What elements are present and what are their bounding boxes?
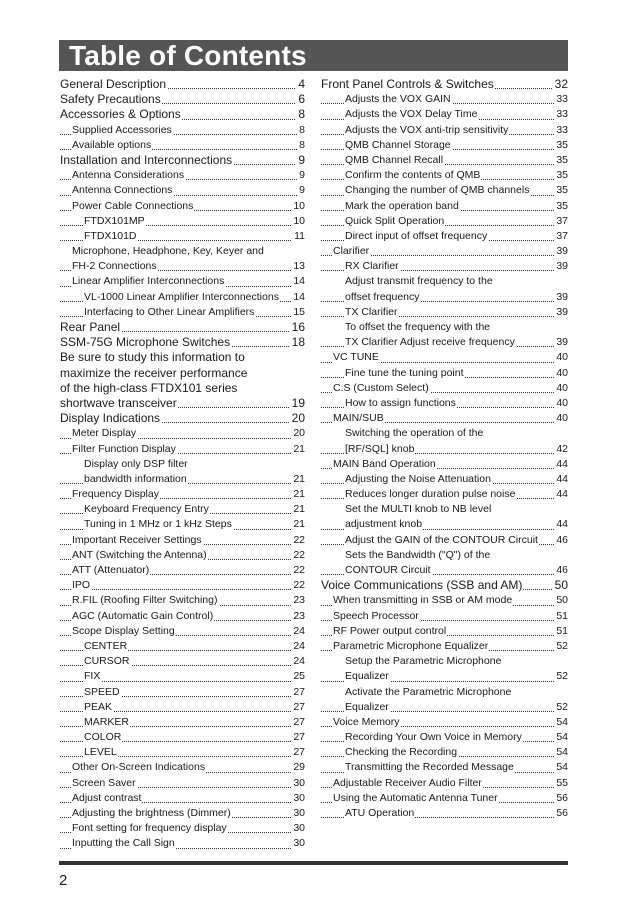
toc-entry-title: PEAK bbox=[84, 700, 113, 713]
toc-entry[interactable] bbox=[321, 487, 568, 502]
toc-entry-title: ATT (Attenuator) bbox=[72, 564, 150, 576]
toc-entry-title: Installation and Interconnections bbox=[60, 152, 233, 167]
toc-entry[interactable] bbox=[321, 442, 568, 457]
toc-entry-title: Adjust contrast bbox=[72, 791, 142, 804]
toc-entry[interactable] bbox=[60, 533, 305, 548]
toc-entry-page: 18 bbox=[291, 335, 305, 350]
toc-entry-title: RX Clarifier bbox=[345, 260, 399, 273]
toc-entry-page: 30 bbox=[291, 806, 305, 821]
toc-entry-title: Equalizer bbox=[345, 670, 389, 683]
toc-entry-page: 30 bbox=[291, 821, 305, 836]
toc-entry-title: Quick Split Operation bbox=[345, 214, 445, 227]
toc-entry-title: Adjusts the VOX anti-trip sensitivity bbox=[345, 123, 509, 136]
toc-entry-title: When transmitting in SSB or AM mode bbox=[333, 594, 513, 607]
toc-entry-page: 13 bbox=[291, 259, 305, 274]
toc-entry-page: 35 bbox=[554, 199, 568, 214]
toc-entry-title: offset frequency bbox=[345, 290, 420, 303]
toc-entry-title: Reduces longer duration pulse noise bbox=[345, 488, 516, 501]
toc-entry-title: Checking the Recording bbox=[345, 746, 458, 759]
toc-entry-title: To offset the frequency with the bbox=[345, 321, 491, 333]
toc-entry[interactable] bbox=[321, 305, 568, 320]
toc-entry-page: 8 bbox=[297, 123, 305, 138]
toc-entry[interactable] bbox=[60, 244, 305, 259]
toc-entry-page: 54 bbox=[554, 760, 568, 775]
toc-entry[interactable] bbox=[60, 806, 305, 821]
toc-entry-page: 44 bbox=[554, 457, 568, 472]
toc-entry-page: 39 bbox=[554, 290, 568, 305]
toc-entry[interactable] bbox=[60, 426, 305, 441]
toc-entry[interactable] bbox=[321, 715, 568, 730]
toc-entry[interactable] bbox=[60, 229, 305, 244]
toc-entry-title: Recording Your Own Voice in Memory bbox=[345, 731, 522, 744]
toc-entry[interactable] bbox=[321, 138, 568, 153]
toc-entry-title: C.S (Custom Select) bbox=[333, 381, 429, 394]
toc-entry-title: CENTER bbox=[84, 639, 128, 652]
toc-entry[interactable] bbox=[321, 578, 568, 593]
toc-entry-title: Screen Saver bbox=[72, 776, 136, 789]
toc-entry[interactable] bbox=[321, 366, 568, 381]
toc-entry-page: 46 bbox=[554, 533, 568, 548]
toc-entry-page: 44 bbox=[554, 517, 568, 532]
toc-entry-title: LEVEL bbox=[84, 746, 117, 759]
toc-entry-page: 56 bbox=[554, 806, 568, 821]
toc-entry-title: COLOR bbox=[84, 731, 122, 744]
toc-entry-title: Display Indications bbox=[60, 411, 161, 426]
toc-entry-page: 4 bbox=[298, 77, 305, 91]
toc-entry-page: 35 bbox=[554, 153, 568, 168]
toc-entry-title: IPO bbox=[72, 579, 91, 592]
toc-entry[interactable] bbox=[321, 335, 568, 350]
toc-entry-title: Power Cable Connections bbox=[72, 199, 194, 212]
toc-entry-title: Direct input of offset frequency bbox=[345, 229, 488, 242]
toc-entry-page: 19 bbox=[291, 395, 305, 410]
toc-entry-title: SPEED bbox=[84, 685, 120, 698]
toc-entry-page: 9 bbox=[297, 183, 305, 198]
toc-entry-title: Adjusts the VOX GAIN bbox=[345, 93, 451, 106]
toc-entry-title: Available options bbox=[72, 138, 152, 151]
toc-entry[interactable] bbox=[321, 350, 568, 365]
toc-entry-page: 15 bbox=[291, 305, 305, 320]
toc-entry-title: MAIN Band Operation bbox=[333, 457, 436, 470]
toc-entry-page: 27 bbox=[291, 700, 305, 715]
toc-entry-page: 40 bbox=[554, 411, 568, 426]
toc-entry[interactable] bbox=[60, 700, 305, 715]
page-title: Table of Contents bbox=[59, 40, 568, 71]
toc-entry-page: 39 bbox=[554, 259, 568, 274]
toc-entry[interactable] bbox=[321, 745, 568, 760]
toc-entry-page: 24 bbox=[291, 639, 305, 654]
toc-entry-page: 33 bbox=[554, 92, 568, 107]
toc-entry-page: 44 bbox=[554, 472, 568, 487]
toc-entry-page: 21 bbox=[291, 517, 305, 532]
toc-entry[interactable] bbox=[321, 624, 568, 639]
toc-entry-page: 55 bbox=[554, 776, 568, 791]
toc-entry-title: Clarifier bbox=[333, 245, 370, 258]
toc-entry-title: Accessories & Options bbox=[60, 107, 181, 122]
toc-entry-title: General Description bbox=[60, 77, 167, 91]
toc-entry-title: Changing the number of QMB channels bbox=[345, 184, 530, 197]
toc-entry[interactable] bbox=[60, 578, 305, 593]
toc-entry-page: 23 bbox=[291, 593, 305, 608]
toc-entry-page: 21 bbox=[291, 502, 305, 517]
toc-entry-title: Voice Communications (SSB and AM) bbox=[321, 578, 523, 593]
toc-entry[interactable] bbox=[321, 396, 568, 411]
toc-entry-title: Display only DSP filter bbox=[84, 457, 188, 470]
toc-entry-page: 27 bbox=[291, 730, 305, 745]
toc-entry-title: Using the Automatic Antenna Tuner bbox=[333, 791, 498, 804]
toc-entry[interactable] bbox=[321, 168, 568, 183]
toc-entry[interactable] bbox=[60, 745, 305, 760]
toc-entry-title: Font setting for frequency display bbox=[72, 822, 227, 835]
toc-entry-title: RF Power output control bbox=[333, 624, 447, 637]
toc-entry-page: 25 bbox=[291, 669, 305, 684]
toc-entry-page: 6 bbox=[298, 92, 305, 107]
toc-entry-title: Sets the Bandwidth ("Q") of the bbox=[345, 548, 491, 561]
toc-entry[interactable] bbox=[321, 274, 568, 289]
toc-entry-page: 39 bbox=[554, 244, 568, 259]
toc-entry-title: Important Receiver Settings bbox=[72, 533, 202, 546]
toc-entry[interactable] bbox=[321, 563, 568, 578]
toc-entry-page: 22 bbox=[291, 533, 305, 548]
toc-entry[interactable] bbox=[321, 107, 568, 122]
toc-entry[interactable] bbox=[321, 593, 568, 608]
toc-entry[interactable] bbox=[321, 654, 568, 669]
toc-entry-page: 24 bbox=[291, 654, 305, 669]
toc-entry-page: 14 bbox=[291, 274, 305, 289]
toc-entry-title: Rear Panel bbox=[60, 320, 121, 334]
toc-entry[interactable] bbox=[60, 776, 305, 791]
toc-entry-page: 39 bbox=[554, 305, 568, 320]
toc-entry[interactable] bbox=[321, 457, 568, 472]
toc-entry-title: How to assign functions bbox=[345, 396, 456, 409]
bottom-divider bbox=[59, 861, 568, 865]
toc-entry-title: bandwidth information bbox=[84, 472, 187, 485]
toc-entry-page: 8 bbox=[298, 107, 305, 122]
toc-entry-page: 30 bbox=[291, 791, 305, 806]
toc-entry-page: 35 bbox=[554, 183, 568, 198]
toc-left-column bbox=[60, 77, 305, 852]
toc-entry-page: 37 bbox=[554, 229, 568, 244]
toc-entry-page: 52 bbox=[554, 700, 568, 715]
toc-entry-title: CONTOUR Circuit bbox=[345, 564, 431, 576]
toc-entry[interactable] bbox=[60, 411, 305, 426]
toc-entry-title: MAIN/SUB bbox=[333, 412, 384, 425]
toc-entry-title: of the high-class FTDX101 series bbox=[60, 380, 238, 395]
toc-entry[interactable] bbox=[321, 472, 568, 487]
toc-entry-title: Adjustable Receiver Audio Filter bbox=[333, 776, 482, 789]
toc-entry-page: 22 bbox=[291, 578, 305, 593]
toc-entry[interactable] bbox=[60, 654, 305, 669]
toc-entry-title: Adjust transmit frequency to the bbox=[345, 275, 493, 288]
toc-entry-title: Frequency Display bbox=[72, 488, 159, 501]
toc-entry[interactable] bbox=[321, 730, 568, 745]
toc-entry-page: 32 bbox=[554, 77, 568, 91]
toc-entry[interactable] bbox=[60, 77, 305, 92]
toc-entry-page: 11 bbox=[292, 229, 305, 244]
toc-entry-title: ATU Operation bbox=[345, 807, 415, 819]
toc-entry-page: 27 bbox=[291, 685, 305, 700]
toc-entry[interactable] bbox=[321, 92, 568, 107]
toc-entry[interactable] bbox=[321, 776, 568, 791]
toc-entry-title: Be sure to study this information to bbox=[60, 350, 245, 365]
toc-entry-page: 10 bbox=[291, 199, 305, 214]
toc-entry[interactable] bbox=[60, 609, 305, 624]
toc-right-column bbox=[321, 77, 568, 821]
toc-entry-page: 22 bbox=[291, 548, 305, 563]
toc-entry[interactable] bbox=[321, 77, 568, 92]
toc-entry-title: Fine tune the tuning point bbox=[345, 366, 464, 379]
toc-entry[interactable] bbox=[321, 791, 568, 806]
toc-entry[interactable] bbox=[60, 639, 305, 654]
toc-entry-page: 33 bbox=[554, 107, 568, 122]
toc-entry-page: 16 bbox=[291, 320, 305, 334]
toc-entry-title: FTDX101MP bbox=[84, 214, 145, 227]
toc-entry[interactable] bbox=[60, 199, 305, 214]
toc-entry-page: 22 bbox=[291, 563, 305, 578]
toc-entry-title: Activate the Parametric Microphone bbox=[345, 685, 512, 698]
toc-entry-page: 14 bbox=[291, 290, 305, 305]
toc-entry[interactable] bbox=[60, 593, 305, 608]
toc-entry-title: Confirm the contents of QMB bbox=[345, 169, 481, 182]
toc-entry[interactable] bbox=[60, 153, 305, 168]
toc-entry-title: Front Panel Controls & Switches bbox=[321, 77, 494, 91]
toc-entry-page: 30 bbox=[291, 836, 305, 851]
toc-entry-title: VC TUNE bbox=[333, 351, 379, 364]
toc-entry[interactable] bbox=[60, 563, 305, 578]
toc-entry[interactable] bbox=[321, 639, 568, 654]
toc-entry-title: Adjust the GAIN of the CONTOUR Circuit bbox=[345, 533, 538, 546]
toc-entry[interactable] bbox=[60, 685, 305, 700]
toc-entry-title: Meter Display bbox=[72, 427, 137, 440]
toc-entry[interactable] bbox=[60, 457, 305, 472]
toc-entry-page: 20 bbox=[291, 426, 305, 441]
toc-entry-page: 51 bbox=[554, 624, 568, 639]
toc-entry-title: Keyboard Frequency Entry bbox=[84, 503, 209, 516]
toc-entry-page: 39 bbox=[554, 335, 568, 350]
toc-entry-page: 54 bbox=[554, 715, 568, 730]
toc-entry[interactable] bbox=[321, 290, 568, 305]
toc-entry-title: FIX bbox=[84, 670, 101, 683]
toc-entry-page: 21 bbox=[291, 472, 305, 487]
toc-entry[interactable] bbox=[321, 153, 568, 168]
toc-entry-page: 24 bbox=[291, 624, 305, 639]
toc-entry[interactable] bbox=[60, 836, 305, 851]
toc-entry[interactable] bbox=[60, 442, 305, 457]
toc-entry-page: 27 bbox=[291, 745, 305, 760]
toc-entry-title: Voice Memory bbox=[333, 715, 400, 728]
toc-entry[interactable] bbox=[321, 548, 568, 563]
toc-entry[interactable] bbox=[321, 426, 568, 441]
toc-entry-page: 8 bbox=[297, 138, 305, 153]
toc-entry[interactable] bbox=[60, 472, 305, 487]
toc-entry[interactable] bbox=[321, 502, 568, 517]
toc-entry-page: 9 bbox=[297, 168, 305, 183]
dot-leader bbox=[60, 589, 305, 590]
toc-entry[interactable] bbox=[60, 487, 305, 502]
toc-entry[interactable] bbox=[321, 214, 568, 229]
toc-entry-title: Setup the Parametric Microphone bbox=[345, 655, 502, 668]
toc-entry-page: 54 bbox=[554, 745, 568, 760]
toc-entry-page: 46 bbox=[554, 563, 568, 578]
toc-entry-title: adjustment knob bbox=[345, 518, 423, 531]
toc-entry-title: Parametric Microphone Equalizer bbox=[333, 639, 489, 652]
toc-entry[interactable] bbox=[60, 107, 305, 122]
toc-entry[interactable] bbox=[321, 760, 568, 775]
toc-entry[interactable] bbox=[60, 760, 305, 775]
toc-entry[interactable] bbox=[321, 533, 568, 548]
toc-entry-title: TX Clarifier Adjust receive frequency bbox=[345, 336, 515, 349]
toc-entry[interactable] bbox=[321, 123, 568, 138]
toc-entry[interactable] bbox=[60, 138, 305, 153]
toc-entry-title: Other On-Screen Indications bbox=[72, 761, 206, 774]
toc-entry-title: CURSOR bbox=[84, 655, 130, 668]
toc-entry-title: R.FIL (Roofing Filter Switching) bbox=[72, 594, 218, 607]
toc-entry-page: 30 bbox=[291, 776, 305, 791]
toc-entry-title: Safety Precautions bbox=[60, 92, 161, 107]
toc-entry-title: ANT (Switching the Antenna) bbox=[72, 548, 207, 561]
toc-entry[interactable] bbox=[60, 548, 305, 563]
toc-entry-title: Speech Processor bbox=[333, 609, 419, 622]
toc-entry-title: AGC (Automatic Gain Control) bbox=[72, 609, 214, 622]
toc-entry[interactable] bbox=[60, 320, 305, 335]
toc-entry[interactable] bbox=[60, 305, 305, 320]
toc-entry[interactable] bbox=[321, 517, 568, 532]
toc-entry-title: VL-1000 Linear Amplifier Interconnections bbox=[84, 290, 279, 303]
toc-entry[interactable] bbox=[321, 806, 568, 821]
toc-entry-title: Scope Display Setting bbox=[72, 624, 175, 637]
toc-entry[interactable] bbox=[60, 274, 305, 289]
toc-entry-page: 33 bbox=[554, 123, 568, 138]
toc-entry-title: Antenna Connections bbox=[72, 184, 173, 197]
toc-entry[interactable] bbox=[60, 821, 305, 836]
toc-entry-page: 52 bbox=[554, 669, 568, 684]
toc-entry-page: 42 bbox=[554, 442, 568, 457]
toc-entry[interactable] bbox=[321, 259, 568, 274]
toc-entry[interactable] bbox=[60, 669, 305, 684]
toc-entry[interactable] bbox=[60, 259, 305, 274]
toc-entry[interactable] bbox=[60, 335, 305, 350]
toc-entry-page: 51 bbox=[554, 609, 568, 624]
toc-entry-page: 40 bbox=[554, 366, 568, 381]
toc-entry[interactable] bbox=[60, 92, 305, 107]
toc-entry-title: Microphone, Headphone, Key, Keyer and bbox=[72, 245, 264, 258]
toc-entry[interactable] bbox=[321, 320, 568, 335]
toc-entry-title: QMB Channel Recall bbox=[345, 153, 444, 166]
toc-entry-title: Transmitting the Recorded Message bbox=[345, 761, 514, 774]
toc-entry[interactable] bbox=[321, 685, 568, 700]
toc-entry-title: Mark the operation band bbox=[345, 199, 459, 212]
toc-entry-title: Interfacing to Other Linear Amplifiers bbox=[84, 305, 255, 318]
toc-entry-title: FTDX101D bbox=[84, 229, 137, 242]
toc-entry[interactable] bbox=[60, 381, 305, 396]
toc-entry[interactable] bbox=[60, 366, 305, 381]
toc-entry[interactable] bbox=[60, 624, 305, 639]
toc-entry-title: TX Clarifier bbox=[345, 305, 398, 318]
toc-entry-title: Supplied Accessories bbox=[72, 123, 172, 136]
toc-entry-title: Antenna Considerations bbox=[72, 169, 185, 182]
toc-entry-page: 50 bbox=[554, 578, 568, 593]
toc-entry-title: Adjusting the brightness (Dimmer) bbox=[72, 807, 231, 819]
toc-entry-page: 23 bbox=[291, 609, 305, 624]
toc-entry-title: maximize the receiver performance bbox=[60, 365, 248, 380]
toc-entry-page: 27 bbox=[291, 715, 305, 730]
toc-entry-title: Tuning in 1 MHz or 1 kHz Steps bbox=[84, 518, 232, 531]
toc-entry-page: 29 bbox=[291, 760, 305, 775]
toc-entry[interactable] bbox=[60, 123, 305, 138]
toc-entry[interactable] bbox=[321, 199, 568, 214]
toc-entry[interactable] bbox=[60, 502, 305, 517]
toc-entry-page: 40 bbox=[554, 381, 568, 396]
toc-entry[interactable] bbox=[321, 183, 568, 198]
toc-entry-page: 10 bbox=[291, 214, 305, 229]
toc-entry-title: shortwave transceiver bbox=[60, 395, 177, 410]
toc-entry-page: 21 bbox=[291, 442, 305, 457]
toc-entry[interactable] bbox=[60, 791, 305, 806]
toc-entry[interactable] bbox=[60, 290, 305, 305]
toc-entry-title: MARKER bbox=[84, 715, 129, 728]
toc-entry-title: Set the MULTI knob to NB level bbox=[345, 503, 492, 516]
toc-entry[interactable] bbox=[321, 609, 568, 624]
toc-entry-title: Linear Amplifier Interconnections bbox=[72, 275, 225, 288]
toc-entry-title: SSM-75G Microphone Switches bbox=[60, 335, 231, 350]
toc-entry-page: 37 bbox=[554, 214, 568, 229]
toc-entry[interactable] bbox=[60, 183, 305, 198]
page-number: 2 bbox=[59, 872, 68, 889]
toc-entry[interactable] bbox=[321, 669, 568, 684]
toc-entry[interactable] bbox=[321, 411, 568, 426]
toc-entry-title: FH-2 Connections bbox=[72, 260, 157, 273]
toc-entry-title: [RF/SQL] knob bbox=[345, 442, 415, 455]
toc-entry-page: 40 bbox=[554, 396, 568, 411]
toc-entry-page: 52 bbox=[554, 639, 568, 654]
toc-entry[interactable] bbox=[60, 396, 305, 411]
toc-entry[interactable] bbox=[60, 168, 305, 183]
toc-entry[interactable] bbox=[60, 350, 305, 365]
toc-entry-page: 35 bbox=[554, 138, 568, 153]
toc-entry[interactable] bbox=[321, 244, 568, 259]
toc-entry-page: 21 bbox=[291, 487, 305, 502]
toc-entry-title: Switching the operation of the bbox=[345, 427, 484, 440]
toc-entry-title: Adjusts the VOX Delay Time bbox=[345, 108, 478, 121]
toc-entry[interactable] bbox=[321, 700, 568, 715]
toc-entry-page: 20 bbox=[291, 411, 305, 426]
toc-entry-title: Inputting the Call Sign bbox=[72, 837, 175, 850]
toc-entry-page: 44 bbox=[554, 487, 568, 502]
toc-entry-page: 56 bbox=[554, 791, 568, 806]
toc-entry[interactable] bbox=[60, 214, 305, 229]
toc-entry-page: 50 bbox=[554, 593, 568, 608]
toc-entry-page: 40 bbox=[554, 350, 568, 365]
toc-entry[interactable] bbox=[321, 229, 568, 244]
toc-entry[interactable] bbox=[60, 517, 305, 532]
toc-entry[interactable] bbox=[60, 730, 305, 745]
toc-entry-title: QMB Channel Storage bbox=[345, 138, 451, 151]
toc-entry-title: Equalizer bbox=[345, 700, 389, 713]
toc-entry[interactable] bbox=[321, 381, 568, 396]
toc-entry-page: 54 bbox=[554, 730, 568, 745]
toc-entry-title: Adjusting the Noise Attenuation bbox=[345, 472, 491, 485]
toc-entry-page: 35 bbox=[554, 168, 568, 183]
toc-entry[interactable] bbox=[60, 715, 305, 730]
toc-entry-page: 9 bbox=[298, 152, 305, 167]
toc-entry-title: Filter Function Display bbox=[72, 442, 176, 455]
